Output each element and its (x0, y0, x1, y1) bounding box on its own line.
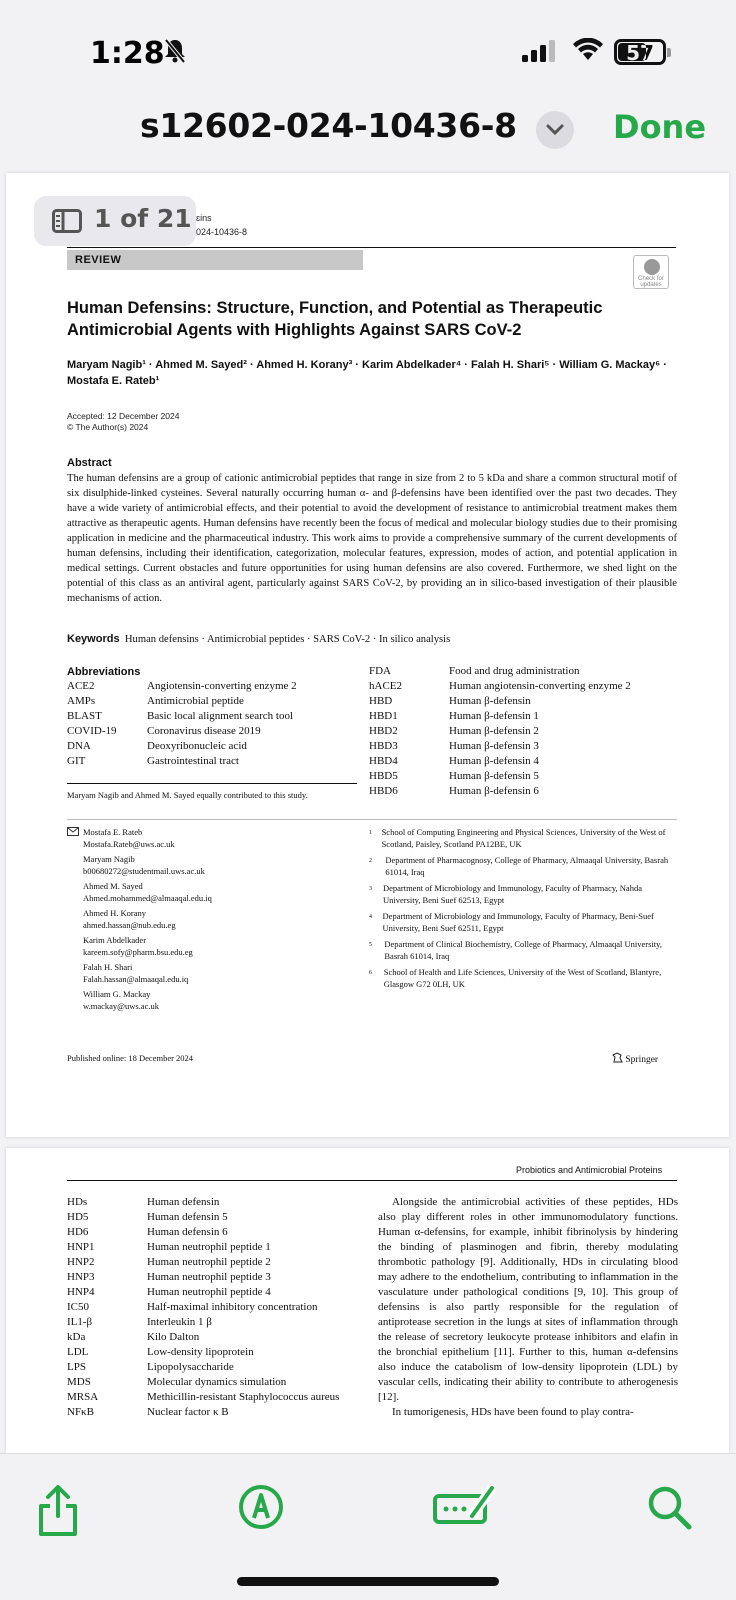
contact-entry: William G. Mackay w.mackay@uws.ac.uk (83, 989, 159, 1011)
list-item: HD6 Human defensin 6 (67, 1226, 228, 1238)
markup-icon[interactable] (236, 1482, 286, 1532)
section-label: REVIEW (67, 250, 363, 270)
running-head: Probiotics and Antimicrobial Proteins (516, 1165, 663, 1175)
divider (67, 1180, 677, 1181)
springer-horse-icon (612, 1052, 623, 1063)
list-item: HNP2 Human neutrophil peptide 2 (67, 1256, 271, 1268)
equal-contribution-note: Maryam Nagib and Ahmed M. Sayed equally contributed to this study. (67, 790, 308, 800)
list-item: GIT Gastrointestinal tract (67, 755, 239, 767)
list-item: DNA Deoxyribonucleic acid (67, 740, 247, 752)
list-item: IL1-β Interleukin 1 β (67, 1316, 212, 1328)
list-item: HBD1 Human β-defensin 1 (369, 710, 539, 722)
abbreviations-continued (67, 1195, 357, 1420)
page-indicator[interactable] (34, 196, 196, 246)
list-item: LPS Lipopolysaccharide (67, 1361, 234, 1373)
author-contacts (67, 827, 347, 1016)
check-for-updates-badge[interactable]: Check for updates (633, 255, 669, 289)
affiliation-entry: 2 Department of Pharmacognosy, College of Pharmacy, Almaaqal University, Basrah 61014, Iraq (369, 855, 669, 877)
published-date: Published online: 18 December 2024 (67, 1053, 194, 1063)
pdf-page-1[interactable] (6, 173, 729, 1137)
document-title[interactable]: s12602-024-10436-8 (140, 106, 517, 145)
abbreviations-left (67, 679, 357, 769)
list-item: HBD3 Human β-defensin 3 (369, 740, 539, 752)
keywords: Keywords Human defensins · Antimicrobial peptides · SARS CoV-2 · In silico analysis (67, 633, 451, 645)
list-item: MRSA Methicillin-resistant Staphylococcus aureus (67, 1391, 340, 1403)
affiliation-entry: 3 Department of Microbiology and Immunology, Faculty of Pharmacy, Nahda University, Beni Suef 62513, Egypt (369, 883, 642, 905)
form-fill-icon[interactable] (432, 1482, 500, 1532)
affiliation-entry: 6 School of Health and Life Sciences, University of the West of Scotland, Blantyre, Glasgow G72 0LH, UK (369, 967, 662, 989)
battery-indicator: 57 (614, 39, 666, 65)
divider (67, 783, 357, 784)
status-bar (0, 0, 736, 96)
envelope-icon (67, 827, 79, 836)
sidebar-icon (52, 209, 82, 233)
contact-entry: Ahmed M. Sayed Ahmed.mohammed@almaaqal.edu.iq (83, 881, 212, 903)
contact-entry: Karim Abdelkader kareem.sofy@pharm.bsu.edu.eg (83, 935, 193, 957)
wifi-icon (572, 38, 604, 62)
list-item: HBD4 Human β-defensin 4 (369, 755, 539, 767)
silent-bell-icon (163, 38, 187, 64)
body-text: Alongside the antimicrobial activities of these peptides, HDs also play different roles in other immunomodulatory functions. Human α-defensins, for example, inhibit fibrinolysis by hindering the binding of plasminogen and fibrin, thereby modulating thrombotic pathology [9]. Additionally, HDs in circulating blood may adhere to the endothelium, contributing to inflammation in the vasculature under pathological conditions [9, 10]. This group of defensins is also partly responsible for the regulation of antiprotease secretion in the lungs at sites of inflammation through the release of secretory leukocyte protease inhibitors and elafin in the bronchial epithelium [11]. Further to this, human α-defensins also induce the catabolism of low-density lipoprotein (LDL) by vascular cells, indicating their ability to contribute to atherogenesis [12]. In tumorigenesis, HDs have been found to play contra- (378, 1196, 678, 1418)
list-item: HDs Human defensin (67, 1196, 220, 1208)
contact-entry: Maryam Nagib b00680272@studentmail.uws.ac.uk (83, 854, 205, 876)
abbreviations-right (369, 664, 679, 799)
check-updates-icon (644, 259, 660, 275)
list-item: LDL Low-density lipoprotein (67, 1346, 254, 1358)
list-item: HBD5 Human β-defensin 5 (369, 770, 539, 782)
contact-entry: Falah H. Shari Falah.hassan@almaaqal.edu.iq (83, 962, 189, 984)
affiliation-entry: 1 School of Computing Engineering and Physical Sciences, University of the West of Scotland, Paisley, Scotland PA12BE, UK (369, 827, 666, 849)
list-item: HNP1 Human neutrophil peptide 1 (67, 1241, 271, 1253)
affiliation-entry: 4 Department of Microbiology and Immunology, Faculty of Pharmacy, Beni-Suef University, Beni Suef 62511, Egypt (369, 911, 654, 933)
list-item: COVID-19 Coronavirus disease 2019 (67, 725, 261, 737)
affiliation-entry: 5 Department of Clinical Biochemistry, College of Pharmacy, Almaaqal University, Basrah 61014, Iraq (369, 939, 662, 961)
list-item: HBD2 Human β-defensin 2 (369, 725, 539, 737)
dates: Accepted: 12 December 2024 © The Author(s) 2024 (67, 411, 180, 432)
list-item: BLAST Basic local alignment search tool (67, 710, 294, 722)
list-item: HNP4 Human neutrophil peptide 4 (67, 1286, 271, 1298)
list-item: IC50 Half-maximal inhibitory concentration (67, 1301, 318, 1313)
contact-entry: Mostafa E. Rateb Mostafa.Rateb@uws.ac.uk (67, 827, 347, 850)
contact-entry: Ahmed H. Korany ahmed.hassan@nub.edu.eg (83, 908, 176, 930)
home-indicator[interactable] (237, 1577, 499, 1586)
list-item: HD5 Human defensin 5 (67, 1211, 228, 1223)
list-item: FDA Food and drug administration (369, 665, 580, 677)
list-item: MDS Molecular dynamics simulation (67, 1376, 287, 1388)
divider (67, 819, 677, 820)
done-button[interactable]: Done (613, 108, 707, 146)
list-item: ACE2 Angiotensin-converting enzyme 2 (67, 680, 297, 692)
pdf-page-2[interactable] (6, 1148, 729, 1453)
share-icon[interactable] (36, 1484, 80, 1538)
list-item: HBD Human β-defensin (369, 695, 531, 707)
status-time: 1:28 (90, 36, 165, 71)
abstract-heading: Abstract (67, 457, 112, 469)
page-indicator-label: 1 of 21 (94, 204, 192, 233)
list-item: NFκB Nuclear factor κ B (67, 1406, 229, 1418)
list-item: HNP3 Human neutrophil peptide 3 (67, 1271, 271, 1283)
list-item: hACE2 Human angiotensin-converting enzyme 2 (369, 680, 631, 692)
journal-reference: ɛins 024-10436-8 (196, 213, 248, 237)
chevron-down-icon (546, 124, 564, 136)
divider (67, 247, 676, 248)
author-list: Maryam Nagib¹ · Ahmed M. Sayed² · Ahmed H. Korany³ · Karim Abdelkader⁴ · Falah H. Shari⁵ · William G. Mackay⁶ · Mostafa E. Rateb¹ (67, 359, 667, 387)
abbreviations-heading: Abbreviations (67, 666, 141, 678)
search-icon[interactable] (646, 1484, 694, 1532)
list-item: AMPs Antimicrobial peptide (67, 695, 244, 707)
abstract-text: The human defensins are a group of cationic antimicrobial peptides that range in size from 2 to 5 kDa and share a common structural motif of six disulphide-linked cysteines. Several naturally occurring human α- and β-defensins have been identified over the past two decades. They have a wide variety of antimicrobial effects, and their potential to avoid the development of resistance to antimicrobial treatment makes them attractive as therapeutic agents. Human defensins have recently been the focus of medical and molecular biology studies due to their promising application in medicine and the pharmaceutical industry. This work aims to provide a comprehensive summary of the current developments of human defensins, including their identification, categorization, molecular features, expression, modes of action, and potential application in medical settings. Current obstacles and future opportunities for using human defensins are also covered. Furthermore, we shed light on the potential of this class as an antiviral agent, particularly against SARS CoV-2, by providing an in silico-based investigation of their plausible mechanisms of action. (67, 473, 677, 604)
title-menu-button[interactable] (536, 111, 574, 149)
list-item: kDa Kilo Dalton (67, 1331, 200, 1343)
publisher-logo: Springer (612, 1052, 658, 1065)
cellular-signal-icon (522, 40, 558, 62)
paper-title: Human Defensins: Structure, Function, and Potential as Therapeutic Antimicrobial Agents with Highlights Against SARS CoV-2 (67, 299, 603, 339)
list-item: HBD6 Human β-defensin 6 (369, 785, 539, 797)
affiliations (369, 827, 679, 995)
